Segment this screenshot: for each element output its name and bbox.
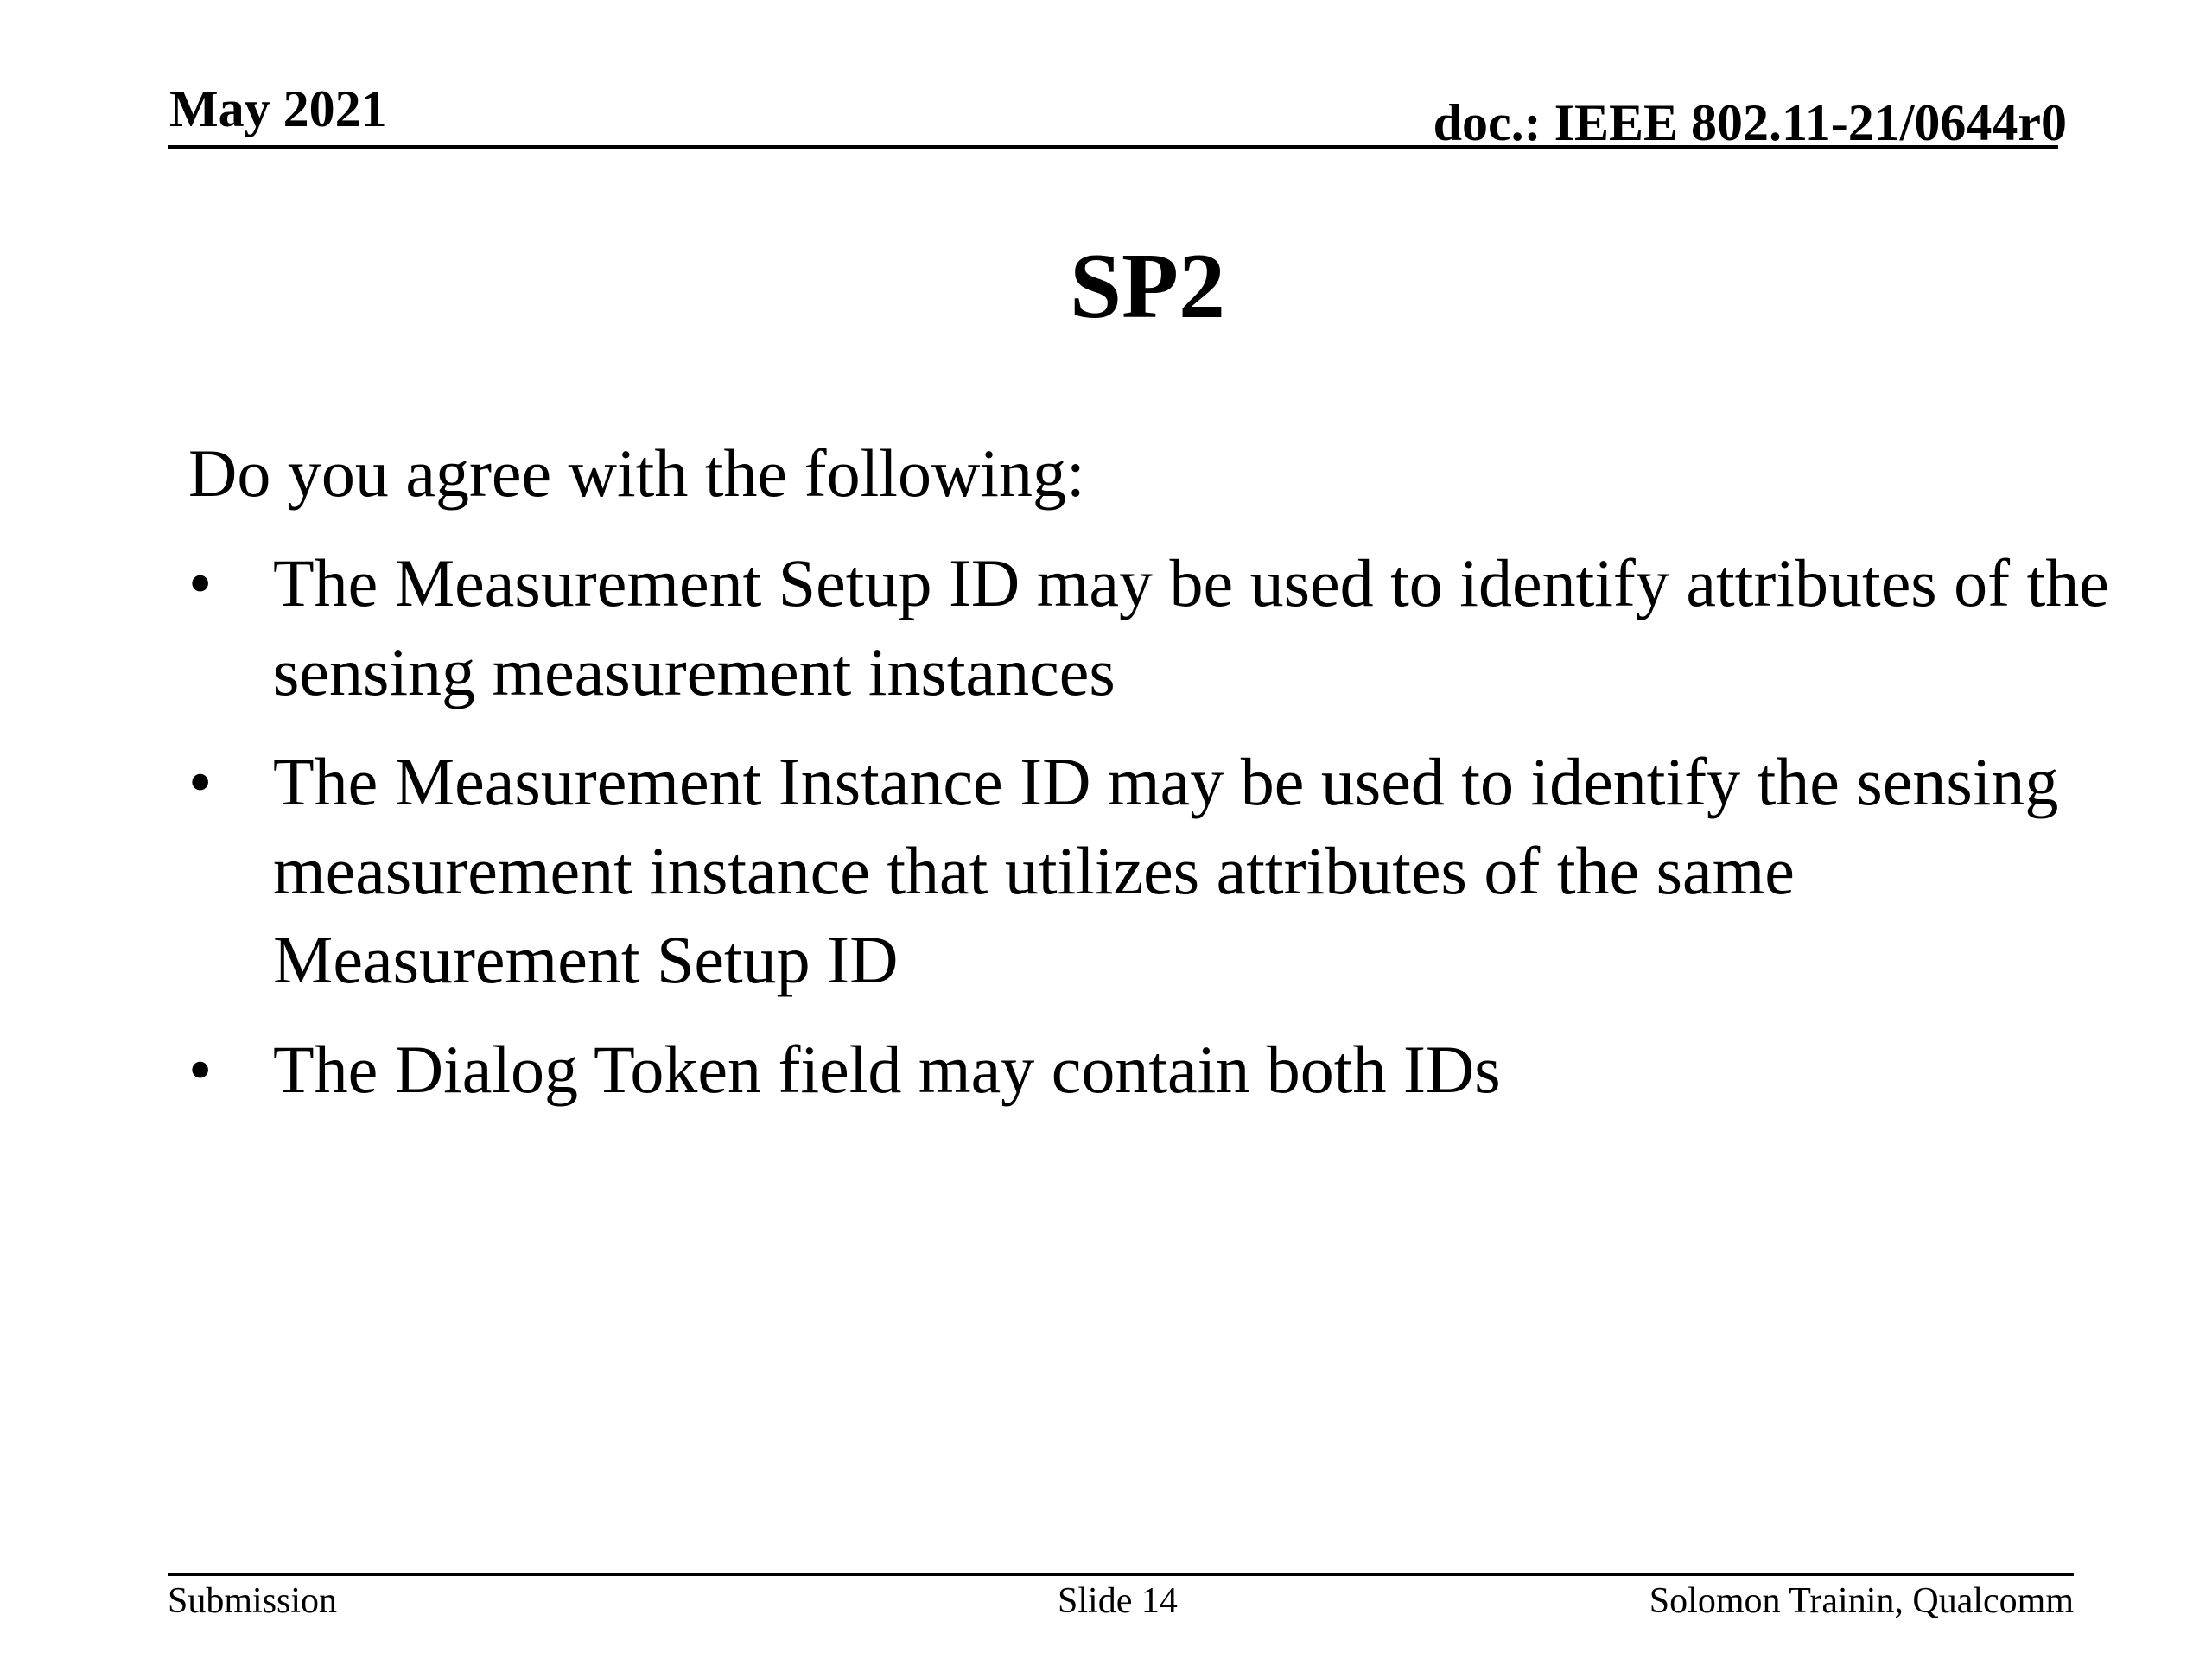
bullet-item: [188, 538, 2124, 716]
bullet-item: [188, 737, 2124, 1004]
intro-text: Do you agree with the following:: [188, 435, 1085, 511]
footer-divider: [168, 1573, 2074, 1576]
bullet-item: [188, 1025, 2124, 1114]
bullet-list: [188, 538, 2124, 1114]
slide-title: SP2: [1069, 235, 1226, 338]
bullet-dot-icon: •: [188, 744, 213, 819]
bullet-dot-icon: •: [188, 1032, 213, 1107]
bullet-text: The Dialog Token field may contain both IDs: [273, 1032, 1501, 1107]
header-date: May 2021: [169, 80, 387, 137]
footer-submission: Submission: [168, 1581, 338, 1621]
header-doc-id: doc.: IEEE 802.11-21/0644r0: [1433, 94, 2067, 151]
slide-body: [188, 429, 2124, 1135]
footer-slide-number: Slide 14: [1058, 1581, 1178, 1621]
bullet-text: The Measurement Instance ID may be used to identify the sensing measurement instance that utilizes attributes of the same Measurement Setup ID: [273, 744, 2059, 997]
footer-author: Solomon Trainin, Qualcomm: [1649, 1581, 2074, 1621]
header-divider: [168, 145, 2058, 149]
bullet-text: The Measurement Setup ID may be used to identify attributes of the sensing measurement instances: [273, 545, 2109, 709]
bullet-dot-icon: •: [188, 545, 213, 620]
